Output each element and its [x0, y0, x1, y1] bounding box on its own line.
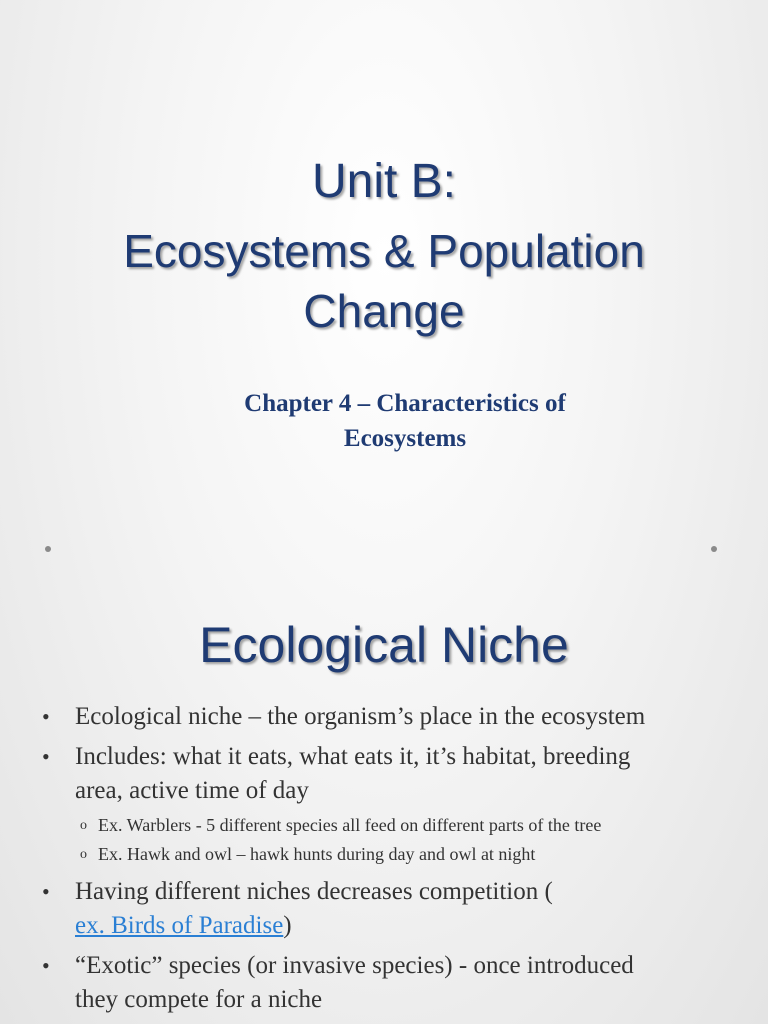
- sub-bullet-item: [40, 811, 760, 840]
- slide-title-line-3: Change: [303, 285, 465, 337]
- bullet-icon: •: [42, 953, 50, 978]
- slide-title-unit: Unit B:: [311, 155, 457, 208]
- bullet-text-cont: they compete for a niche: [75, 986, 323, 1013]
- bullet-text: Ecological niche – the organism’s place in the ecosystem: [75, 703, 646, 730]
- sub-bullet-item: [40, 840, 760, 869]
- sub-bullet-text: Ex. Hawk and owl – hawk hunts during day and owl at night: [98, 844, 536, 864]
- chapter-subtitle-line-2: Ecosystems: [343, 425, 467, 452]
- chapter-subtitle-line-1: Chapter 4 – Characteristics of: [244, 390, 566, 417]
- bullet-text: Includes: what it eats, what eats it, it’s habitat, breeding: [75, 743, 631, 770]
- sub-bullet-icon: o: [80, 847, 87, 862]
- sub-bullet-text: Ex. Warblers - 5 different species all feed on different parts of the tree: [98, 815, 602, 835]
- niche-title: Ecological Niche: [199, 617, 569, 673]
- bullet-item: [40, 875, 760, 943]
- chapter-subtitle: [180, 386, 630, 456]
- sub-bullet-icon: o: [80, 818, 87, 833]
- bullet-text-end: ): [283, 912, 292, 939]
- slide-title-line-2: Ecosystems & Population: [123, 225, 645, 277]
- bullet-icon: •: [42, 704, 50, 729]
- right-dot-icon: [711, 546, 717, 552]
- bullet-text-cont: [75, 909, 760, 943]
- bullet-item: [40, 700, 760, 734]
- bullet-icon: •: [42, 879, 50, 904]
- bullet-item: [40, 949, 760, 1017]
- bullet-text-cont: area, active time of day: [75, 777, 309, 804]
- bullet-icon: •: [42, 744, 50, 769]
- bullet-list: [40, 700, 760, 1017]
- birds-of-paradise-link[interactable]: ex. Birds of Paradise: [75, 912, 284, 939]
- bullet-text: Having different niches decreases competition (: [75, 878, 553, 905]
- bullet-text: “Exotic” species (or invasive species) - once introduced: [75, 952, 634, 979]
- left-dot-icon: [45, 546, 51, 552]
- bullet-item: [40, 740, 760, 808]
